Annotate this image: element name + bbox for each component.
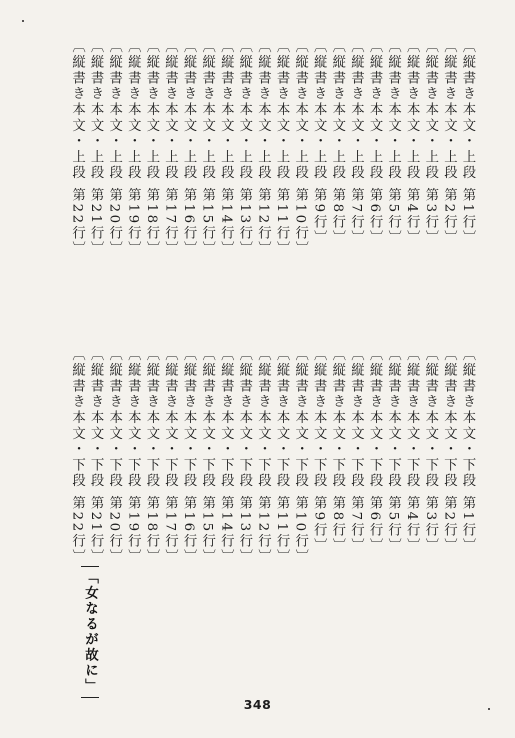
text-column: 〔縦書き本文・下段 第1行〕: [460, 347, 475, 555]
lower-text-block: [38, 347, 476, 692]
text-column: 〔縦書き本文・下段 第9行〕: [311, 347, 327, 555]
text-column: 〔縦書き本文・下段 第7行〕: [348, 347, 364, 555]
text-column: 〔縦書き本文・上段 第7行〕: [348, 39, 364, 247]
text-column: 〔縦書き本文・上段 第6行〕: [367, 39, 383, 247]
section-heading: 「女なるが故に」: [81, 566, 99, 698]
ink-speck: [22, 20, 24, 22]
text-column: 〔縦書き本文・上段 第20行〕: [106, 39, 122, 258]
text-column: 〔縦書き本文・上段 第10行〕: [292, 39, 308, 258]
text-column: 〔縦書き本文・上段 第9行〕: [311, 39, 327, 247]
text-column: 〔縦書き本文・下段 第15行〕: [199, 347, 215, 566]
text-column: 〔縦書き本文・上段 第3行〕: [422, 39, 438, 247]
text-column: 〔縦書き本文・下段 第13行〕: [236, 347, 252, 566]
text-column: 〔縦書き本文・下段 第10行〕: [292, 347, 308, 566]
text-column: 〔縦書き本文・上段 第4行〕: [404, 39, 420, 247]
text-column: 〔縦書き本文・上段 第8行〕: [329, 39, 345, 247]
text-column: 〔縦書き本文・下段 第19行〕: [125, 347, 141, 566]
text-column: 〔縦書き本文・上段 第15行〕: [199, 39, 215, 258]
text-column: 〔縦書き本文・下段 第4行〕: [404, 347, 420, 555]
text-column: 〔縦書き本文・下段 第22行〕: [69, 347, 85, 566]
text-column: 〔縦書き本文・下段 第17行〕: [162, 347, 178, 566]
text-column: 〔縦書き本文・下段 第18行〕: [143, 347, 159, 566]
text-column: 〔縦書き本文・下段 第5行〕: [385, 347, 401, 555]
text-column: 〔縦書き本文・下段 第11行〕: [274, 347, 290, 566]
page-number: 348: [243, 697, 272, 712]
text-column: 〔縦書き本文・下段 第8行〕: [329, 347, 345, 555]
text-column: 〔縦書き本文・上段 第18行〕: [143, 39, 159, 258]
text-column: 〔縦書き本文・上段 第1行〕: [460, 39, 475, 247]
text-column: 〔縦書き本文・上段 第13行〕: [236, 39, 252, 258]
text-column: 〔縦書き本文・上段 第14行〕: [218, 39, 234, 258]
text-column: 〔縦書き本文・下段 第12行〕: [255, 347, 271, 566]
text-column: 〔縦書き本文・上段 第5行〕: [385, 39, 401, 247]
text-column: 〔縦書き本文・下段 第6行〕: [367, 347, 383, 555]
text-column: 〔縦書き本文・上段 第11行〕: [274, 39, 290, 258]
upper-text-block: [58, 39, 476, 395]
text-column: 〔縦書き本文・上段 第12行〕: [255, 39, 271, 258]
text-column: 〔縦書き本文・下段 第21行〕: [88, 347, 104, 566]
text-column: 〔縦書き本文・下段 第16行〕: [181, 347, 197, 566]
text-column: 〔縦書き本文・下段 第3行〕: [422, 347, 438, 555]
text-column: 〔縦書き本文・上段 第2行〕: [441, 39, 457, 247]
text-column: 〔縦書き本文・上段 第21行〕: [88, 39, 104, 258]
text-column: 〔縦書き本文・上段 第22行〕: [69, 39, 85, 258]
text-column: 〔縦書き本文・下段 第14行〕: [218, 347, 234, 566]
text-column: 〔縦書き本文・上段 第19行〕: [125, 39, 141, 258]
text-column: 〔縦書き本文・上段 第17行〕: [162, 39, 178, 258]
text-column: 〔縦書き本文・下段 第20行〕: [106, 347, 122, 566]
text-column: 〔縦書き本文・下段 第2行〕: [441, 347, 457, 555]
text-column: 〔縦書き本文・上段 第16行〕: [181, 39, 197, 258]
